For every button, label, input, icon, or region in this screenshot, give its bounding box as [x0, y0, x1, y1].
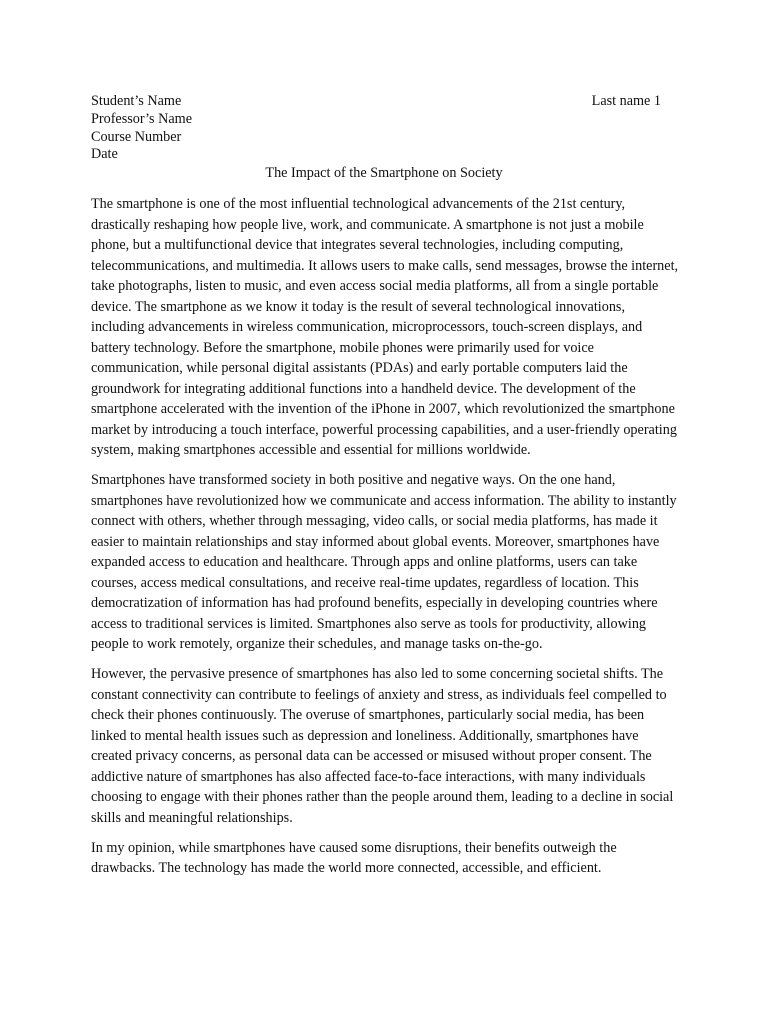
document-header: [91, 93, 661, 164]
course-number: Course Number: [91, 128, 182, 145]
date: Date: [91, 146, 118, 163]
paragraph: In my opinion, while smartphones have caused some disruptions, their benefits outweigh the drawbacks. The technology has made the world more connected, accessible, and efficient.: [91, 839, 617, 876]
document-title: The Impact of the Smartphone on Society: [265, 165, 503, 181]
page-number: Last name 1: [591, 93, 661, 109]
paragraph: Smartphones have transformed society in both positive and negative ways. On the one hand, smartphones have revolutionized how we communicate and access information. The ability to instantly connect with others, whether through messaging, video calls, or social media platforms, has made it easier to maintain relationships and stay informed about global events. Moreover, smartphones have expanded access to education and healthcare. Through apps and online platforms, users can take courses, access medical consultations, and receive real-time updates, regardless of location. This democratization of information has had profound benefits, especially in developing countries where access to traditional services is limited. Smartphones also serve as tools for productivity, allowing people to work remotely, organize their schedules, and manage tasks on-the-go.: [91, 472, 677, 652]
paragraph: However, the pervasive presence of smartphones has also led to some concerning societal shifts. The constant connectivity can contribute to feelings of anxiety and stress, as individuals feel compelled to check their phones continuously. The overuse of smartphones, particularly social media, has been linked to mental health issues such as depression and loneliness. Additionally, smartphones have created privacy concerns, as personal data can be accessed or misused without proper consent. The addictive nature of smartphones has also affected face-to-face interactions, with many individuals choosing to engage with their phones rather than the people around them, leading to a decline in social skills and meaningful relationships.: [91, 666, 674, 826]
student-name: Student’s Name: [91, 93, 182, 109]
document-body: [91, 194, 681, 888]
professor-name: Professor’s Name: [91, 110, 193, 127]
paragraph: The smartphone is one of the most influential technological advancements of the 21st century, drastically reshaping how people live, work, and communicate. A smartphone is not just a mobile phone, but a multifunctional device that integrates several technologies, including computing, telecommunications, and multimedia. It allows users to make calls, send messages, browse the internet, take photographs, listen to music, and even access social media platforms, all from a single portable device. The smartphone as we know it today is the result of several technological innovations, including advancements in wireless communication, microprocessors, touch-screen displays, and battery technology. Before the smartphone, mobile phones were primarily used for voice communication, while personal digital assistants (PDAs) and early portable computers laid the groundwork for integrating additional functions into a handheld device. The development of the smartphone accelerated with the invention of the iPhone in 2007, which revolutionized the smartphone market by introducing a touch interface, powerful processing capabilities, and a user-friendly operating system, making smartphones accessible and essential for millions worldwide.: [91, 196, 679, 458]
